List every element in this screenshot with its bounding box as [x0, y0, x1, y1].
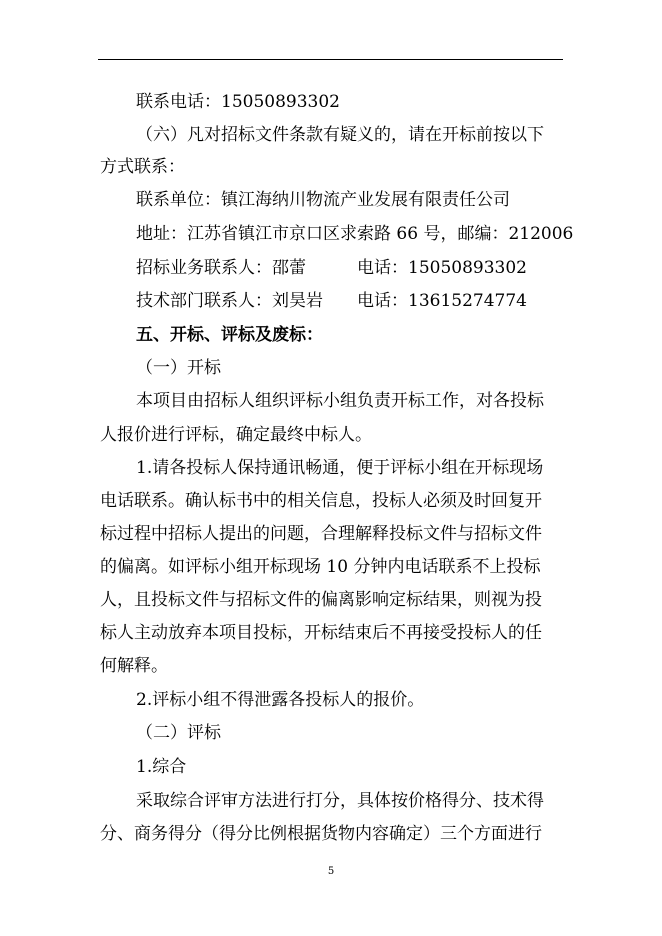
contact-phone-value: 电话：15050893302	[357, 258, 527, 278]
paragraph-line: 采取综合评审方法进行打分，具体按价格得分、技术得	[136, 791, 544, 811]
paragraph-line: 标过程中招标人提出的问题，合理解释投标文件与招标文件	[100, 524, 542, 544]
contact-role: 技术部门联系人：刘昊岩	[136, 291, 323, 311]
contact-phone-value: 电话：13615274774	[357, 291, 527, 311]
paragraph-line: 何解释。	[100, 656, 168, 676]
paragraph-line: 人，且投标文件与招标文件的偏离影响定标结果，则视为投	[100, 590, 542, 610]
paragraph-line: 标人主动放弃本项目投标，开标结束后不再接受投标人的任	[100, 623, 542, 643]
paragraph-line: （六）凡对招标文件条款有疑义的，请在开标前按以下	[136, 125, 544, 145]
paragraph-line: 的偏离。如评标小组开标现场 10 分钟内电话联系不上投标	[100, 557, 541, 577]
paragraph-line: 人报价进行评标，确定最终中标人。	[100, 425, 372, 445]
paragraph-line: 2.评标小组不得泄露各投标人的报价。	[136, 690, 425, 710]
contact-address: 地址：江苏省镇江市京口区求索路 66 号，邮编：212006	[136, 224, 574, 244]
subsection-heading: 1.综合	[136, 757, 187, 777]
contact-unit: 联系单位：镇江海纳川物流产业发展有限责任公司	[136, 190, 510, 210]
paragraph-line: 分、商务得分（得分比例根据货物内容确定）三个方面进行	[100, 824, 542, 844]
contact-row-business	[136, 257, 606, 279]
contact-row-technical	[136, 290, 606, 312]
contact-phone: 联系电话：15050893302	[136, 92, 340, 112]
subsection-heading: （二）评标	[136, 723, 221, 743]
page-number: 5	[327, 866, 335, 877]
section-heading: 五、开标、评标及废标：	[136, 325, 323, 345]
paragraph-line: 电话联系。确认标书中的相关信息，投标人必须及时回复开	[100, 491, 542, 511]
header-rule	[98, 59, 563, 60]
paragraph-line: 方式联系：	[100, 157, 185, 177]
paragraph-line: 本项目由招标人组织评标小组负责开标工作，对各投标	[136, 391, 544, 411]
subsection-heading: （一）开标	[136, 358, 221, 378]
paragraph-line: 1.请各投标人保持通讯畅通，便于评标小组在开标现场	[136, 458, 544, 478]
contact-role: 招标业务联系人：邵蕾	[136, 258, 306, 278]
